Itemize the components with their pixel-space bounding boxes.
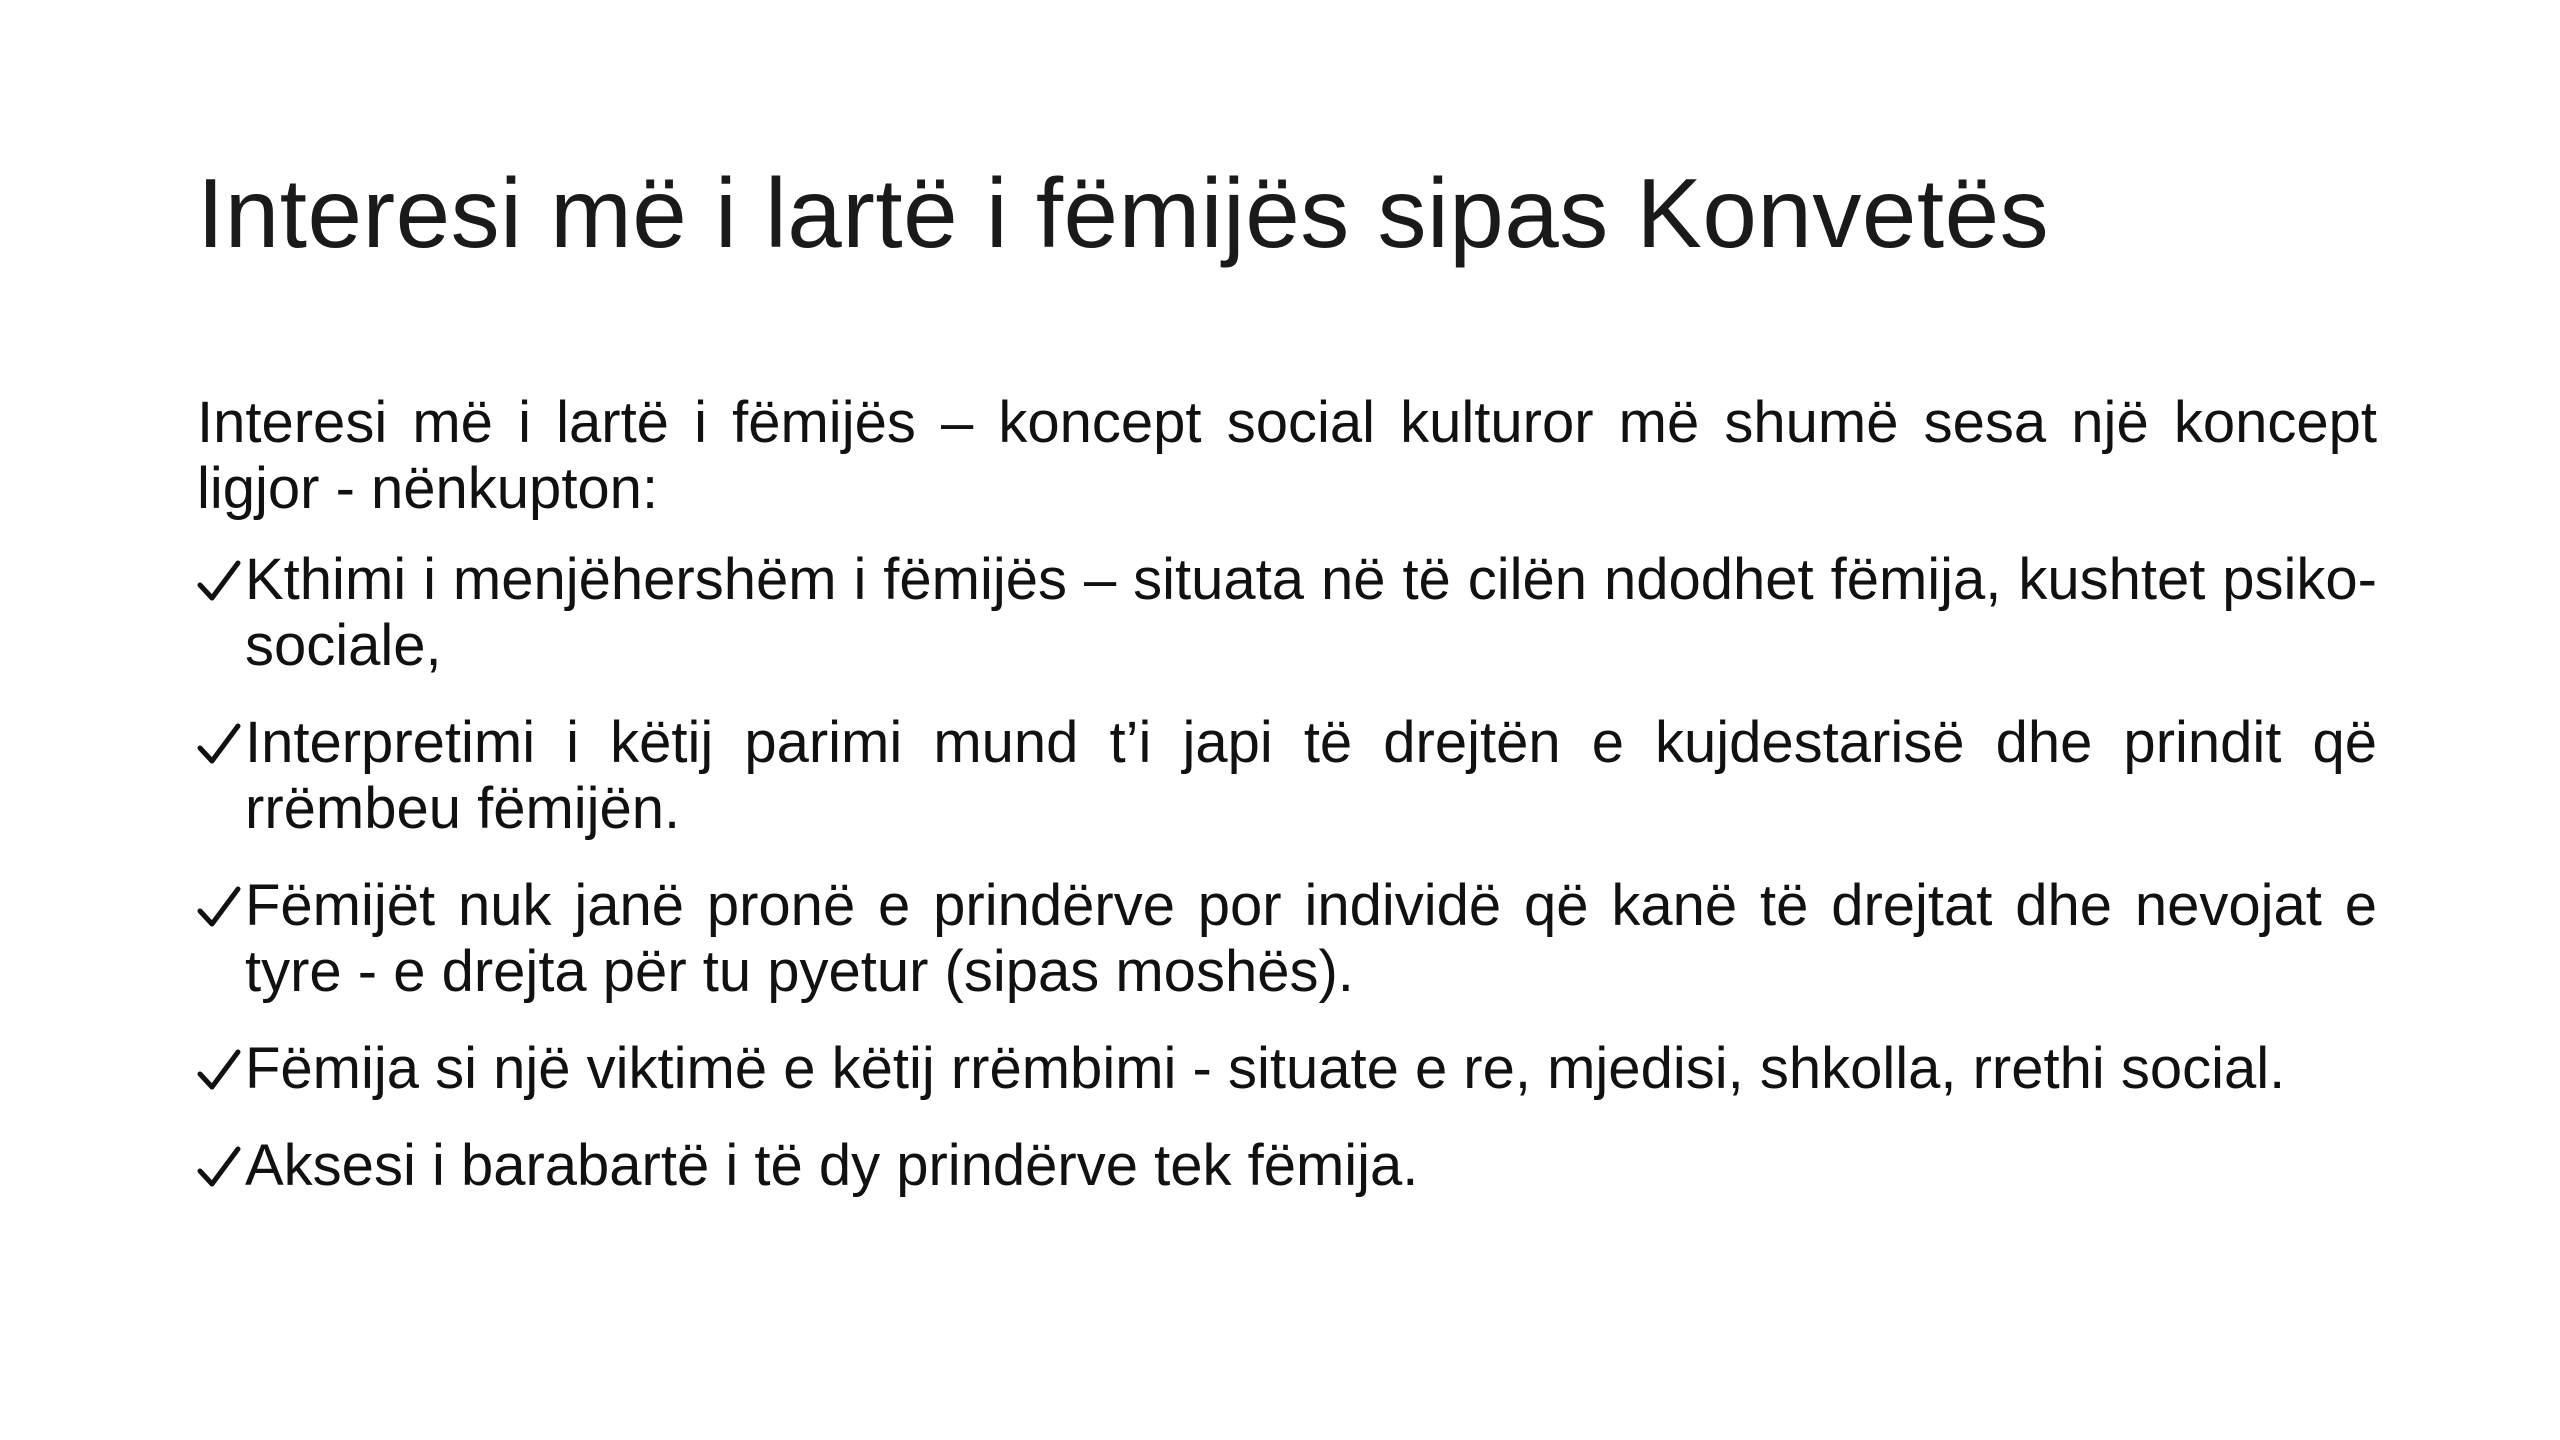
bullet-item-2 bbox=[197, 710, 2377, 842]
bullet-item-3 bbox=[197, 873, 2377, 1005]
check-icon bbox=[197, 1133, 245, 1199]
bullet-text: Aksesi i barabartë i të dy prindërve tek fëmija. bbox=[245, 1133, 1419, 1198]
slide-body bbox=[197, 390, 2377, 1230]
bullet-text: Fëmijët nuk janë pronë e prindërve por individë që kanë të drejtat dhe nevojat e tyre - e drejta për tu pyetur (sipas moshës). bbox=[245, 873, 2377, 1004]
slide-title: Interesi më i lartë i fëmijës sipas Konvetës bbox=[197, 158, 2050, 268]
check-icon bbox=[197, 1036, 245, 1102]
intro-paragraph: Interesi më i lartë i fëmijës – koncept social kulturor më shumë sesa një koncept ligjor - nënkupton: bbox=[197, 390, 2377, 521]
check-icon bbox=[197, 547, 245, 613]
bullet-text: Kthimi i menjëhershëm i fëmijës – situata në të cilën ndodhet fëmija, kushtet psiko-sociale, bbox=[245, 547, 2377, 678]
bullet-item-5 bbox=[197, 1133, 2377, 1199]
check-icon bbox=[197, 873, 245, 939]
bullet-text: Interpretimi i këtij parimi mund t’i japi të drejtën e kujdestarisë dhe prindit që rrëmbeu fëmijën. bbox=[245, 710, 2377, 841]
bullet-item-1 bbox=[197, 547, 2377, 679]
bullet-text: Fëmija si një viktimë e këtij rrëmbimi - situate e re, mjedisi, shkolla, rrethi social. bbox=[245, 1036, 2286, 1101]
check-icon bbox=[197, 710, 245, 776]
bullet-item-4 bbox=[197, 1036, 2377, 1102]
